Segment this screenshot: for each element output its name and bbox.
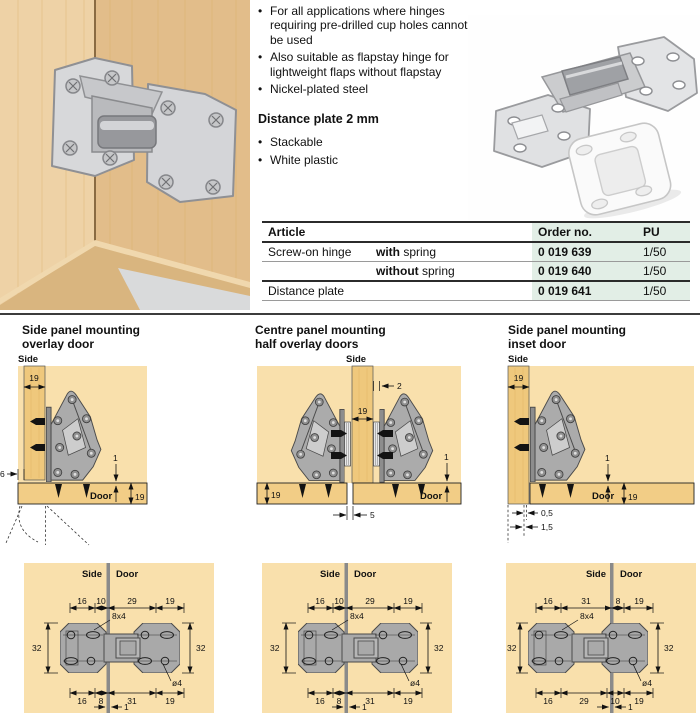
bullet: • — [258, 50, 263, 65]
diagram-half-overlay-doors — [243, 350, 473, 548]
feature-text: Also suitable as flapstay hinge for lightweight flaps without flapstay — [270, 50, 449, 79]
feature-item — [258, 153, 468, 167]
dim-bottom: 8 — [98, 696, 104, 706]
heading-col1: Side panel mounting overlay door — [22, 323, 141, 352]
order-table — [262, 221, 690, 301]
dim-top: 19 — [634, 596, 644, 606]
feature-text: Stackable — [270, 135, 323, 150]
cell-order-no: 0 019 641 — [532, 281, 637, 301]
cell-order-no: 0 019 640 — [532, 262, 637, 282]
dim-height-right: 32 — [196, 643, 206, 653]
dim-top: 16 — [77, 596, 87, 606]
hole-diameter-label: ø4 — [410, 678, 420, 688]
dim-height-left: 32 — [270, 643, 280, 653]
dim-panel-door-gap: 1 — [362, 702, 367, 712]
dim-bottom: 16 — [315, 696, 325, 706]
dim-bottom: 8 — [336, 696, 342, 706]
distance-plate-subheading: Distance plate 2 mm — [258, 112, 379, 127]
table-header-row — [262, 222, 690, 242]
dim-top: 31 — [581, 596, 591, 606]
dim-gap: 1 — [605, 453, 610, 463]
side-label: Side — [346, 354, 367, 365]
feature-item — [258, 82, 468, 96]
col-order-no: Order no. — [532, 222, 637, 242]
dim-gap: 1 — [444, 452, 449, 462]
side-label: Side — [81, 569, 102, 580]
dim-top: 29 — [127, 596, 137, 606]
dim-panel-door-gap: 1 — [628, 702, 633, 712]
cell-variant: with spring — [376, 245, 437, 259]
dim-top: 10 — [96, 596, 106, 606]
dim-door-thickness: 19 — [628, 492, 638, 502]
dim-height-left: 32 — [32, 643, 42, 653]
heading-col3: Side panel mounting inset door — [508, 323, 627, 352]
dim-panel-width: 19 — [29, 373, 39, 383]
drilling-pattern-half-overlay — [262, 563, 452, 715]
dim-offset: 6 — [0, 469, 5, 479]
photo-hinge-product — [468, 15, 700, 220]
dim-panel-door-gap: 1 — [124, 702, 129, 712]
side-label: Side — [18, 354, 39, 365]
cell-pu: 1/50 — [637, 242, 690, 262]
feature-item — [258, 50, 468, 79]
bullet: • — [258, 81, 263, 96]
door-label: Door — [620, 569, 643, 580]
feature-list — [258, 4, 468, 170]
table-row — [262, 281, 690, 301]
dim-bottom: 29 — [579, 696, 589, 706]
dim-bottom: 19 — [165, 696, 175, 706]
dim-plate-thickness: 2 — [397, 381, 402, 391]
feature-text: Nickel-plated steel — [270, 81, 369, 96]
dim-door-thickness: 19 — [271, 490, 281, 500]
dim-top: 16 — [315, 596, 325, 606]
door-label: Door — [420, 491, 443, 502]
cell-article — [262, 262, 370, 282]
feature-item — [258, 4, 468, 47]
dim-top: 19 — [165, 596, 175, 606]
dim-top: 16 — [543, 596, 553, 606]
hole-diameter-label: ø4 — [172, 678, 182, 688]
heading-col2: Centre panel mounting half overlay doors — [255, 323, 386, 352]
dim-panel-width: 19 — [513, 373, 524, 383]
side-label: Side — [319, 569, 340, 580]
diagram-inset-door — [500, 350, 700, 548]
dim-bottom: 19 — [403, 696, 413, 706]
bullet: • — [258, 135, 263, 150]
feature-item — [258, 135, 468, 149]
col-pu: PU — [637, 222, 690, 242]
dim-bottom: 16 — [77, 696, 87, 706]
cell-pu: 1/50 — [637, 262, 690, 282]
dim-height-left: 32 — [507, 643, 517, 653]
dim-top: 19 — [403, 596, 413, 606]
feature-text: For all applications where hinges requiring pre-drilled cup holes cannot be used — [270, 4, 468, 47]
cell-article: Distance plate — [268, 284, 345, 298]
slot-size-label: 8x4 — [112, 611, 126, 621]
cell-article: Screw-on hinge — [268, 245, 352, 259]
dim-bottom: 31 — [365, 696, 375, 706]
door-label: Door — [116, 569, 139, 580]
cell-order-no: 0 019 639 — [532, 242, 637, 262]
col-article: Article — [268, 225, 306, 239]
dim-height-right: 32 — [664, 643, 674, 653]
dim-panel-width: 19 — [357, 406, 368, 416]
table-row — [262, 262, 690, 282]
dim-gap: 1 — [113, 453, 118, 463]
section-divider — [0, 313, 700, 315]
dim-offset-large: 1,5 — [541, 522, 553, 532]
door-label: Door — [592, 491, 615, 502]
dim-height-right: 32 — [434, 643, 444, 653]
cell-pu: 1/50 — [637, 281, 690, 301]
dim-door-gap: 5 — [370, 510, 375, 520]
side-label: Side — [585, 569, 606, 580]
feature-text: White plastic — [270, 152, 339, 167]
dim-offset-small: 0,5 — [541, 508, 553, 518]
dim-bottom: 31 — [127, 696, 137, 706]
cell-variant — [370, 281, 532, 301]
slot-size-label: 8x4 — [350, 611, 364, 621]
door-label: Door — [354, 569, 377, 580]
photo-hinge-mounted — [0, 0, 250, 310]
dim-top: 8 — [615, 596, 621, 606]
dim-top: 29 — [365, 596, 375, 606]
cell-variant: without spring — [376, 264, 455, 278]
bullet: • — [258, 4, 263, 18]
hole-diameter-label: ø4 — [642, 678, 652, 688]
dim-bottom: 16 — [543, 696, 553, 706]
diagram-overlay-door — [0, 350, 230, 548]
drilling-pattern-overlay — [24, 563, 214, 715]
slot-size-label: 8x4 — [580, 611, 594, 621]
dim-door-thickness: 19 — [135, 492, 145, 502]
dim-top: 10 — [334, 596, 344, 606]
bullet: • — [258, 152, 263, 167]
dim-bottom: 19 — [634, 696, 644, 706]
door-label: Door — [90, 491, 113, 502]
table-row — [262, 242, 690, 262]
drilling-pattern-inset — [506, 563, 696, 715]
side-label: Side — [508, 354, 529, 365]
dim-bottom: 10 — [610, 696, 620, 706]
